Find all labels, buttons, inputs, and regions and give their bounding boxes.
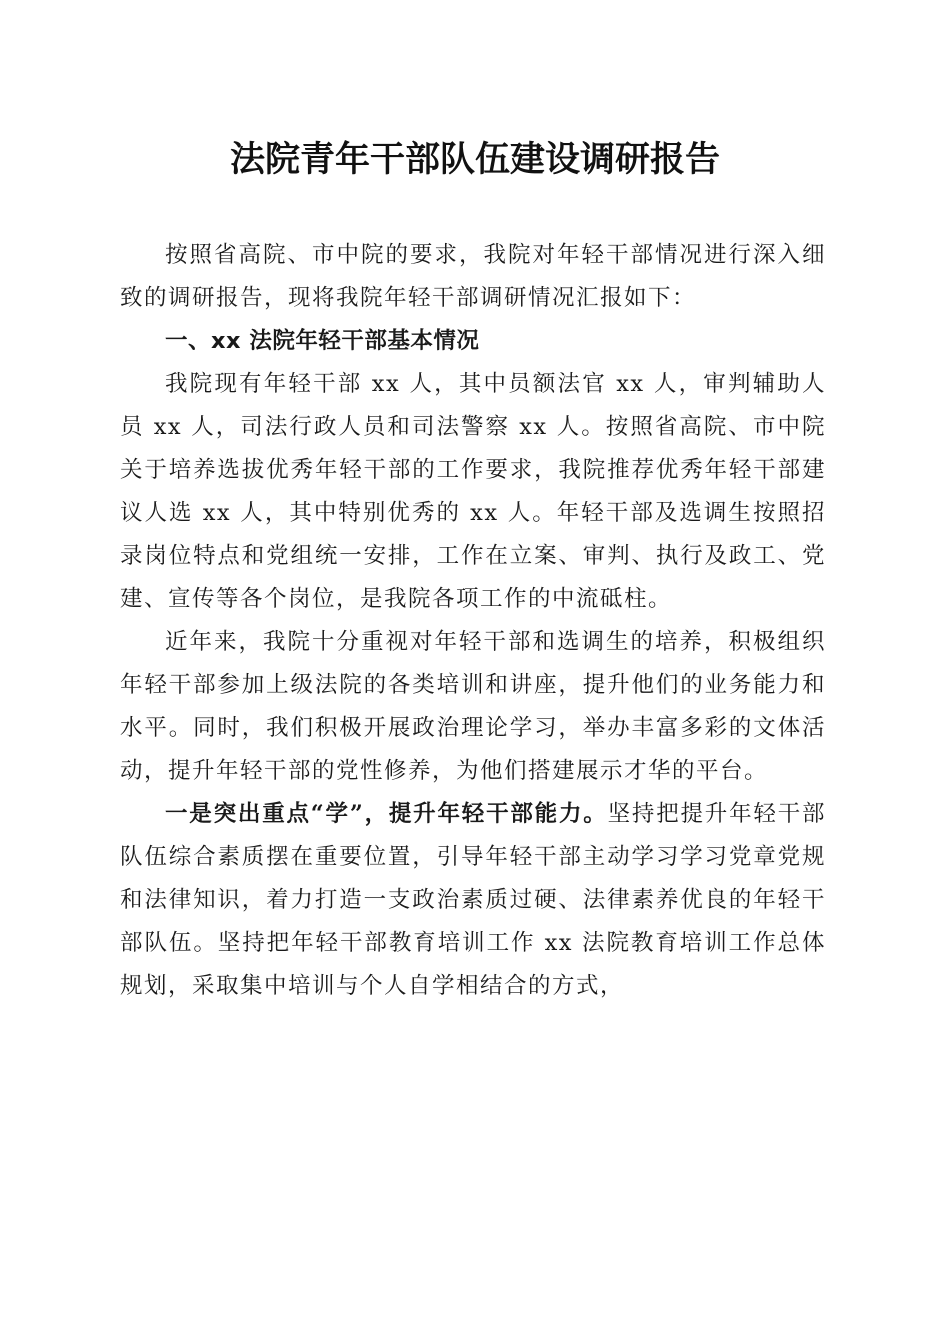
basic-situation-paragraph: 我院现有年轻干部 xx 人，其中员额法官 xx 人，审判辅助人员 xx 人，司法行政人员和司法警察 xx 人。按照省高院、市中院关于培养选拔优秀年轻干部的工作要求，我院推荐优秀年轻干部建议人选 xx 人，其中特别优秀的 xx 人。年轻干部及选调生按照招录岗位特点和党组统一安排，工作在立案、审判、执行及政工、党建、宣传等各个岗位，是我院各项工作的中流砥柱。 bbox=[120, 371, 826, 612]
document-body bbox=[120, 234, 826, 1008]
intro-paragraph: 按照省高院、市中院的要求，我院对年轻干部情况进行深入细致的调研报告，现将我院年轻干部调研情况汇报如下： bbox=[120, 242, 826, 311]
training-paragraph: 近年来，我院十分重视对年轻干部和选调生的培养，积极组织年轻干部参加上级法院的各类培训和讲座，提升他们的业务能力和水平。同时，我们积极开展政治理论学习，举办丰富多彩的文体活动，提升年轻干部的党性修养，为他们搭建展示才华的平台。 bbox=[120, 629, 826, 784]
study-paragraph-lead: 一是突出重点“学”，提升年轻干部能力。 bbox=[165, 801, 608, 827]
study-paragraph-text: 坚持把提升年轻干部队伍综合素质摆在重要位置，引导年轻干部主动学习学习党章党规和法律知识，着力打造一支政治素质过硬、法律素养优良的年轻干部队伍。坚持把年轻干部教育培训工作 xx 法院教育培训工作总体规划，采取集中培训与个人自学相结合的方式， bbox=[120, 801, 826, 999]
study-paragraph bbox=[120, 793, 826, 1008]
document-title: 法院青年干部队伍建设调研报告 bbox=[229, 139, 720, 180]
section-heading-1: 一、xx 法院年轻干部基本情况 bbox=[165, 328, 480, 354]
